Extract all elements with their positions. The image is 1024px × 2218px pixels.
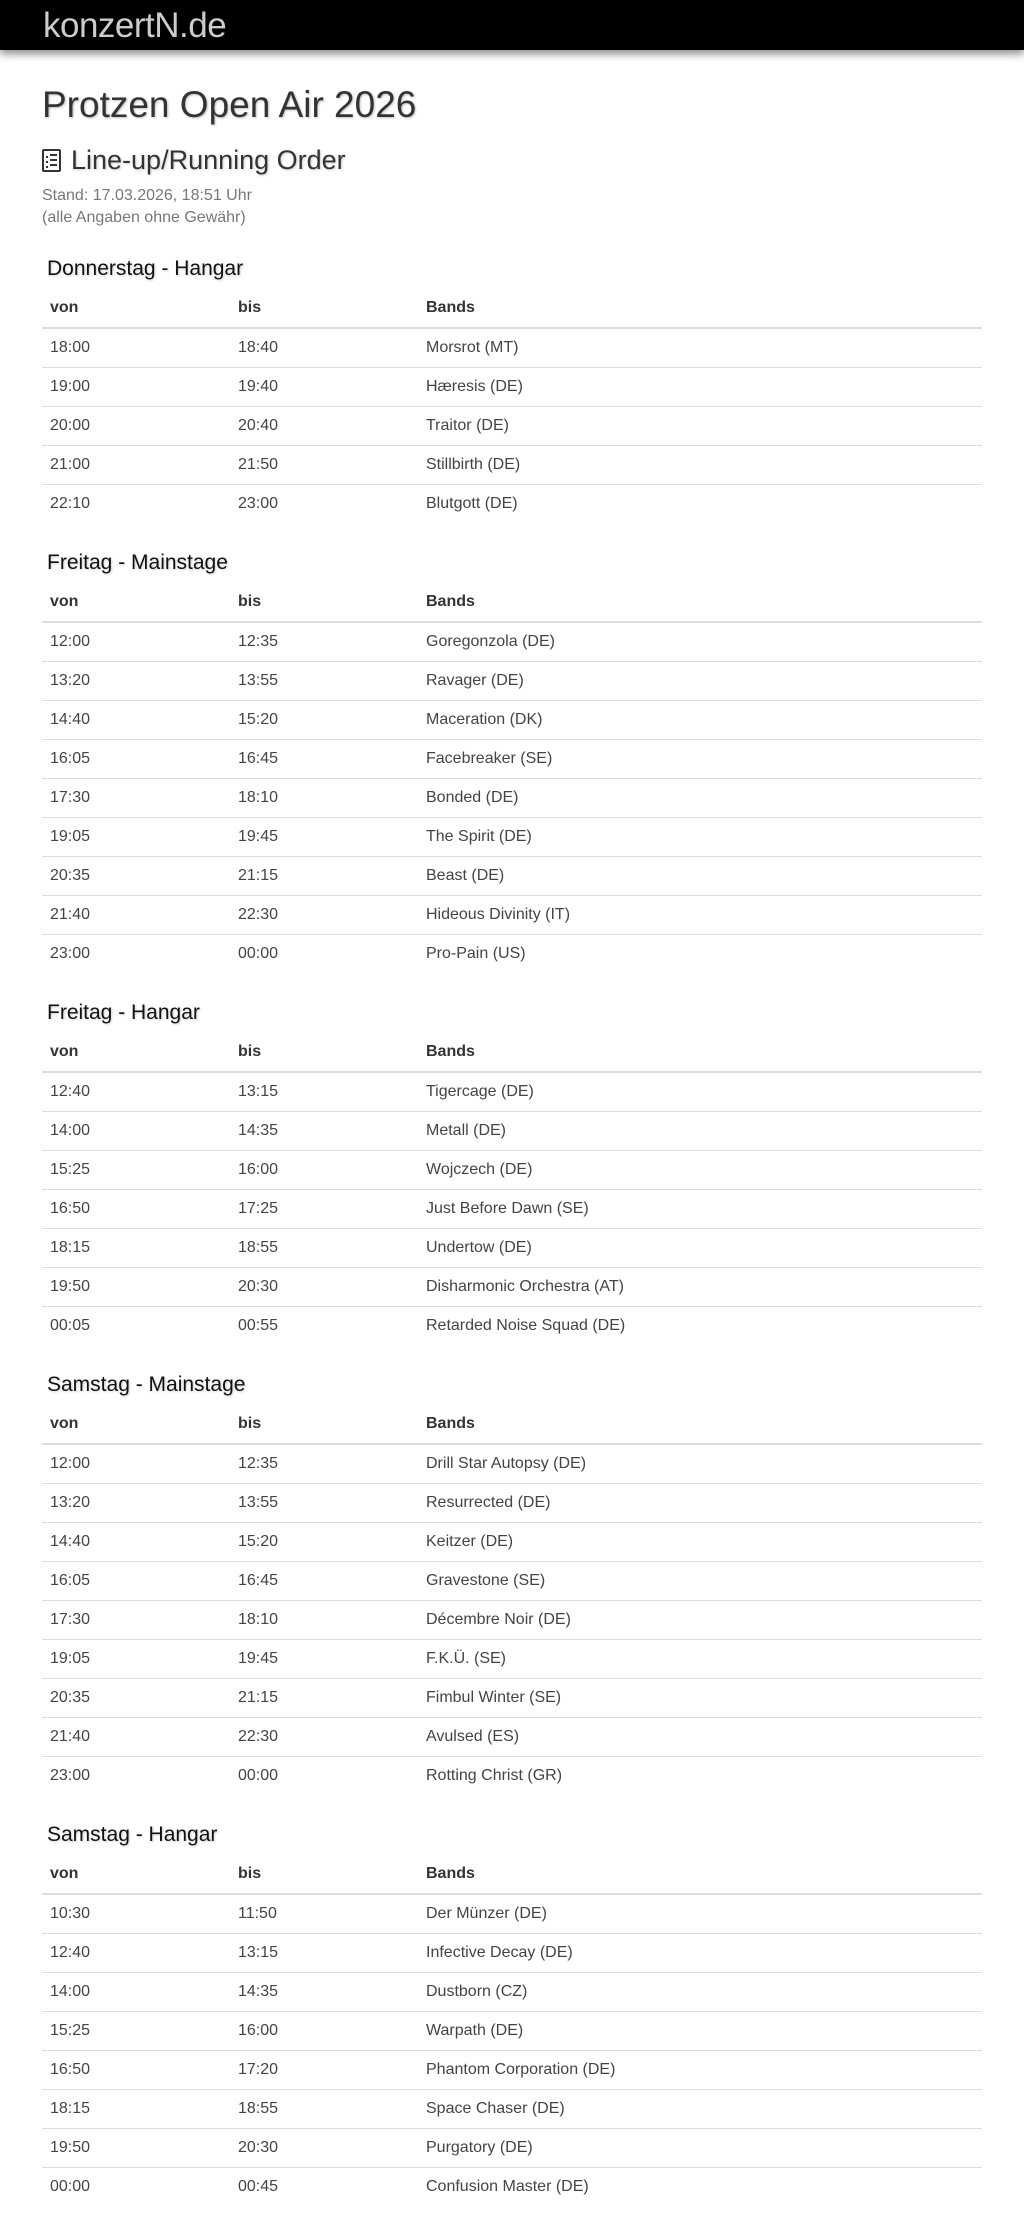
band-name: Undertow (DE) bbox=[418, 1228, 982, 1267]
start-time: 12:40 bbox=[42, 1933, 230, 1972]
band-name: Hideous Divinity (IT) bbox=[418, 895, 982, 934]
column-header-bands: Bands bbox=[418, 1854, 982, 1894]
band-name: Warpath (DE) bbox=[418, 2011, 982, 2050]
end-time: 19:45 bbox=[230, 817, 418, 856]
brand-logo-link[interactable]: konzertN.de bbox=[43, 6, 227, 45]
band-name: Fimbul Winter (SE) bbox=[418, 1678, 982, 1717]
start-time: 14:40 bbox=[42, 700, 230, 739]
schedule-table bbox=[42, 1032, 982, 1345]
section-title: Donnerstag - Hangar bbox=[47, 257, 244, 280]
start-time: 13:20 bbox=[42, 1483, 230, 1522]
column-header-von: von bbox=[42, 582, 230, 622]
start-time: 13:20 bbox=[42, 661, 230, 700]
table-row bbox=[42, 367, 982, 406]
end-time: 11:50 bbox=[238, 1904, 277, 1922]
table-row bbox=[42, 484, 982, 523]
schedule-table bbox=[42, 582, 982, 973]
start-time: 14:40 bbox=[42, 1522, 230, 1561]
table-header-row bbox=[42, 582, 982, 622]
schedule-table bbox=[42, 1404, 982, 1795]
band-name: Traitor (DE) bbox=[418, 406, 982, 445]
band-name: Dustborn (CZ) bbox=[418, 1972, 982, 2011]
table-row bbox=[42, 1072, 982, 1111]
band-name: Tigercage (DE) bbox=[426, 1082, 534, 1100]
main-content bbox=[0, 83, 1024, 2206]
end-time: 12:35 bbox=[238, 1454, 279, 1472]
band-name: Rotting Christ (GR) bbox=[418, 1756, 982, 1795]
end-time: 14:35 bbox=[230, 1111, 418, 1150]
lineup-heading bbox=[42, 143, 982, 177]
table-header-row bbox=[42, 288, 982, 328]
table-row bbox=[42, 1933, 982, 1972]
table-row bbox=[42, 1189, 982, 1228]
end-time: 16:45 bbox=[230, 1561, 418, 1600]
start-time: 19:00 bbox=[42, 367, 230, 406]
start-time: 23:00 bbox=[42, 934, 230, 973]
table-row bbox=[42, 406, 982, 445]
stand-timestamp: Stand: 17.03.2026, 18:51 Uhr bbox=[42, 187, 252, 204]
table-row bbox=[42, 2089, 982, 2128]
end-time: 13:15 bbox=[230, 1933, 418, 1972]
band-name: Goregonzola (DE) bbox=[426, 632, 555, 650]
table-row bbox=[42, 1306, 982, 1345]
band-name: Ravager (DE) bbox=[418, 661, 982, 700]
end-time: 20:40 bbox=[230, 406, 418, 445]
table-row bbox=[42, 328, 982, 367]
table-row bbox=[42, 895, 982, 934]
column-header-bis: bis bbox=[230, 582, 418, 622]
column-header-bands: Bands bbox=[418, 288, 982, 328]
start-time: 00:00 bbox=[42, 2167, 230, 2206]
band-name: Stillbirth (DE) bbox=[418, 445, 982, 484]
top-navbar bbox=[0, 0, 1024, 50]
table-row bbox=[42, 1111, 982, 1150]
start-time: 15:25 bbox=[42, 2011, 230, 2050]
section-title: Samstag - Mainstage bbox=[47, 1373, 246, 1396]
start-time: 19:50 bbox=[42, 1267, 230, 1306]
start-time: 18:15 bbox=[42, 2089, 230, 2128]
column-header-bis: bis bbox=[230, 1032, 418, 1072]
column-header-bis: bis bbox=[230, 1404, 418, 1444]
end-time: 23:00 bbox=[230, 484, 418, 523]
start-time: 14:00 bbox=[42, 1111, 230, 1150]
band-name: F.K.Ü. (SE) bbox=[418, 1639, 982, 1678]
column-header-bis: bis bbox=[230, 1854, 418, 1894]
table-row bbox=[42, 739, 982, 778]
band-name: Der Münzer (DE) bbox=[426, 1904, 547, 1922]
table-row bbox=[42, 1561, 982, 1600]
section-title: Samstag - Hangar bbox=[47, 1823, 218, 1846]
schedule-table bbox=[42, 1854, 982, 2206]
table-header-row bbox=[42, 1404, 982, 1444]
start-time: 20:00 bbox=[42, 406, 230, 445]
table-row bbox=[42, 1894, 982, 1933]
end-time: 00:00 bbox=[230, 1756, 418, 1795]
table-row bbox=[42, 856, 982, 895]
section-title: Freitag - Mainstage bbox=[47, 551, 228, 574]
table-header-row bbox=[42, 1032, 982, 1072]
table-row bbox=[42, 2011, 982, 2050]
column-header-bis: bis bbox=[230, 288, 418, 328]
start-time: 10:30 bbox=[50, 1904, 91, 1922]
table-row bbox=[42, 445, 982, 484]
disclaimer: (alle Angaben ohne Gewähr) bbox=[42, 209, 246, 226]
column-header-von: von bbox=[42, 1854, 230, 1894]
table-row bbox=[42, 1522, 982, 1561]
start-time: 12:00 bbox=[50, 1454, 91, 1472]
table-row bbox=[42, 1756, 982, 1795]
table-header-row bbox=[42, 1854, 982, 1894]
band-name: Hæresis (DE) bbox=[418, 367, 982, 406]
band-name: Resurrected (DE) bbox=[418, 1483, 982, 1522]
start-time: 21:40 bbox=[42, 895, 230, 934]
band-name: Wojczech (DE) bbox=[418, 1150, 982, 1189]
start-time: 15:25 bbox=[42, 1150, 230, 1189]
band-name: Décembre Noir (DE) bbox=[418, 1600, 982, 1639]
end-time: 18:40 bbox=[238, 338, 279, 356]
table-row bbox=[42, 1150, 982, 1189]
end-time: 18:10 bbox=[230, 1600, 418, 1639]
end-time: 18:55 bbox=[230, 2089, 418, 2128]
end-time: 17:25 bbox=[230, 1189, 418, 1228]
start-time: 22:10 bbox=[42, 484, 230, 523]
stage-section bbox=[42, 548, 982, 973]
end-time: 14:35 bbox=[230, 1972, 418, 2011]
end-time: 19:45 bbox=[230, 1639, 418, 1678]
start-time: 23:00 bbox=[42, 1756, 230, 1795]
start-time: 20:35 bbox=[42, 856, 230, 895]
table-row bbox=[42, 1483, 982, 1522]
band-name: The Spirit (DE) bbox=[418, 817, 982, 856]
band-name: Maceration (DK) bbox=[418, 700, 982, 739]
start-time: 16:05 bbox=[42, 739, 230, 778]
end-time: 12:35 bbox=[238, 632, 279, 650]
column-header-bands: Bands bbox=[418, 1404, 982, 1444]
band-name: Blutgott (DE) bbox=[418, 484, 982, 523]
end-time: 16:45 bbox=[230, 739, 418, 778]
start-time: 12:00 bbox=[50, 632, 91, 650]
start-time: 17:30 bbox=[42, 1600, 230, 1639]
table-row bbox=[42, 1228, 982, 1267]
band-name: Keitzer (DE) bbox=[418, 1522, 982, 1561]
end-time: 13:55 bbox=[230, 1483, 418, 1522]
table-row bbox=[42, 2128, 982, 2167]
running-order bbox=[42, 254, 982, 2206]
end-time: 16:00 bbox=[230, 2011, 418, 2050]
stage-section bbox=[42, 254, 982, 523]
stage-section bbox=[42, 1370, 982, 1795]
update-info bbox=[42, 185, 982, 229]
end-time: 00:00 bbox=[230, 934, 418, 973]
band-name: Beast (DE) bbox=[418, 856, 982, 895]
start-time: 19:50 bbox=[42, 2128, 230, 2167]
end-time: 13:15 bbox=[238, 1082, 279, 1100]
page-title: Protzen Open Air 2026 bbox=[42, 84, 417, 125]
column-header-bands: Bands bbox=[418, 582, 982, 622]
start-time: 16:50 bbox=[42, 1189, 230, 1228]
start-time: 19:05 bbox=[42, 817, 230, 856]
start-time: 21:00 bbox=[42, 445, 230, 484]
schedule-table bbox=[42, 288, 982, 523]
start-time: 20:35 bbox=[42, 1678, 230, 1717]
band-name: Morsrot (MT) bbox=[426, 338, 519, 356]
table-row bbox=[42, 2050, 982, 2089]
start-time: 18:00 bbox=[50, 338, 91, 356]
start-time: 21:40 bbox=[42, 1717, 230, 1756]
table-row bbox=[42, 778, 982, 817]
band-name: Space Chaser (DE) bbox=[418, 2089, 982, 2128]
list-icon bbox=[42, 149, 61, 172]
band-name: Gravestone (SE) bbox=[418, 1561, 982, 1600]
stage-section bbox=[42, 998, 982, 1345]
table-row bbox=[42, 1678, 982, 1717]
start-time: 14:00 bbox=[42, 1972, 230, 2011]
band-name: Confusion Master (DE) bbox=[418, 2167, 982, 2206]
band-name: Just Before Dawn (SE) bbox=[418, 1189, 982, 1228]
end-time: 21:15 bbox=[230, 856, 418, 895]
table-row bbox=[42, 817, 982, 856]
band-name: Metall (DE) bbox=[418, 1111, 982, 1150]
end-time: 22:30 bbox=[230, 1717, 418, 1756]
start-time: 19:05 bbox=[42, 1639, 230, 1678]
end-time: 22:30 bbox=[230, 895, 418, 934]
column-header-bands: Bands bbox=[418, 1032, 982, 1072]
band-name: Pro-Pain (US) bbox=[418, 934, 982, 973]
end-time: 20:30 bbox=[230, 1267, 418, 1306]
stage-section bbox=[42, 1820, 982, 2206]
end-time: 16:00 bbox=[230, 1150, 418, 1189]
end-time: 18:10 bbox=[230, 778, 418, 817]
start-time: 00:05 bbox=[42, 1306, 230, 1345]
end-time: 21:50 bbox=[230, 445, 418, 484]
column-header-von: von bbox=[42, 288, 230, 328]
table-row bbox=[42, 934, 982, 973]
start-time: 16:50 bbox=[42, 2050, 230, 2089]
band-name: Disharmonic Orchestra (AT) bbox=[418, 1267, 982, 1306]
end-time: 00:55 bbox=[230, 1306, 418, 1345]
end-time: 21:15 bbox=[230, 1678, 418, 1717]
section-title: Freitag - Hangar bbox=[47, 1001, 200, 1024]
band-name: Infective Decay (DE) bbox=[418, 1933, 982, 1972]
start-time: 17:30 bbox=[42, 778, 230, 817]
column-header-von: von bbox=[42, 1032, 230, 1072]
lineup-heading-text: Line-up/Running Order bbox=[71, 145, 346, 175]
band-name: Purgatory (DE) bbox=[418, 2128, 982, 2167]
table-row bbox=[42, 622, 982, 661]
column-header-von: von bbox=[42, 1404, 230, 1444]
table-row bbox=[42, 2167, 982, 2206]
band-name: Retarded Noise Squad (DE) bbox=[418, 1306, 982, 1345]
start-time: 12:40 bbox=[50, 1082, 91, 1100]
end-time: 15:20 bbox=[230, 1522, 418, 1561]
end-time: 17:20 bbox=[230, 2050, 418, 2089]
table-row bbox=[42, 700, 982, 739]
table-row bbox=[42, 661, 982, 700]
table-row bbox=[42, 1639, 982, 1678]
end-time: 15:20 bbox=[230, 700, 418, 739]
end-time: 18:55 bbox=[230, 1228, 418, 1267]
end-time: 00:45 bbox=[230, 2167, 418, 2206]
table-row bbox=[42, 1717, 982, 1756]
start-time: 18:15 bbox=[42, 1228, 230, 1267]
end-time: 19:40 bbox=[230, 367, 418, 406]
band-name: Bonded (DE) bbox=[418, 778, 982, 817]
band-name: Avulsed (ES) bbox=[418, 1717, 982, 1756]
table-row bbox=[42, 1972, 982, 2011]
table-row bbox=[42, 1600, 982, 1639]
band-name: Facebreaker (SE) bbox=[418, 739, 982, 778]
start-time: 16:05 bbox=[42, 1561, 230, 1600]
table-row bbox=[42, 1267, 982, 1306]
table-row bbox=[42, 1444, 982, 1483]
end-time: 13:55 bbox=[230, 661, 418, 700]
band-name: Drill Star Autopsy (DE) bbox=[426, 1454, 587, 1472]
band-name: Phantom Corporation (DE) bbox=[418, 2050, 982, 2089]
end-time: 20:30 bbox=[230, 2128, 418, 2167]
